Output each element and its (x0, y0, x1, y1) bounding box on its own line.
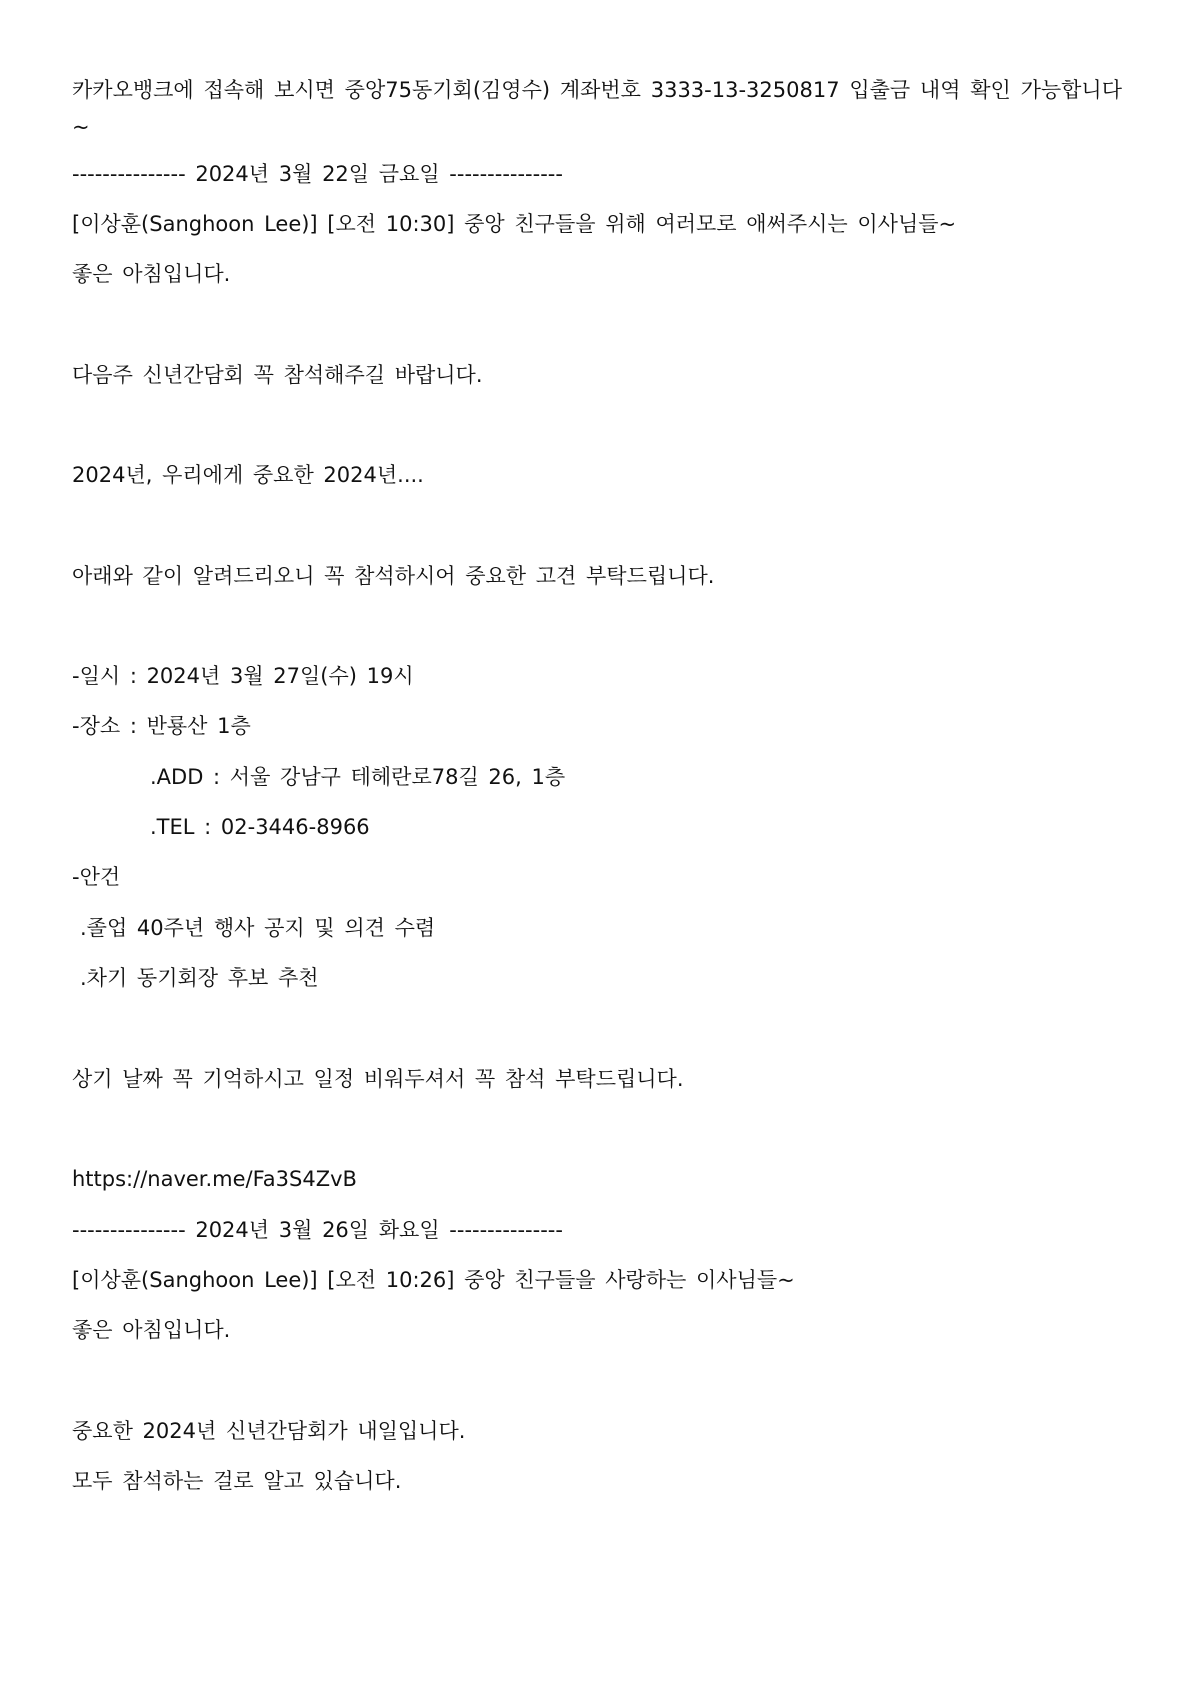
link-text[interactable]: https://naver.me/Fa3S4ZvB (72, 1167, 357, 1191)
date-separator: --------------- 2024년 3월 22일 금요일 --------------- (72, 162, 563, 186)
account-notice-text: 카카오뱅크에 접속해 보시면 중앙75동기회(김영수) 계좌번호 3333-13-3250817 입출금 내역 확인 가능합니다~ (72, 78, 1122, 139)
event-address: .ADD : 서울 강남구 테헤란로78길 26, 1층 (150, 765, 566, 789)
agenda-item: .차기 동기회장 후보 추천 (80, 966, 319, 990)
greeting-text: 좋은 아침입니다. (72, 1318, 231, 1342)
date-separator: --------------- 2024년 3월 26일 화요일 --------------- (72, 1218, 563, 1242)
message-header: [이상훈(Sanghoon Lee)] [오전 10:26] 중앙 친구들을 사랑하는 이사님들~ (72, 1268, 795, 1292)
event-phone: .TEL : 02-3446-8966 (150, 815, 370, 839)
agenda-heading: -안건 (72, 865, 121, 889)
year-text: 2024년, 우리에게 중요한 2024년.... (72, 463, 424, 487)
event-location: -장소 : 반룡산 1층 (72, 714, 251, 738)
attendance-text: 모두 참석하는 걸로 알고 있습니다. (72, 1469, 402, 1493)
reminder-text: 중요한 2024년 신년간담회가 내일입니다. (72, 1419, 466, 1443)
invitation-text: 다음주 신년간담회 꼭 참석해주길 바랍니다. (72, 363, 483, 387)
greeting-text: 좋은 아침입니다. (72, 262, 231, 286)
request-text: 아래와 같이 알려드리오니 꼭 참석하시어 중요한 고견 부탁드립니다. (72, 564, 715, 588)
agenda-item: .졸업 40주년 행사 공지 및 의견 수렴 (80, 916, 436, 940)
message-header: [이상훈(Sanghoon Lee)] [오전 10:30] 중앙 친구들을 위해 여러모로 애써주시는 이사님들~ (72, 212, 957, 236)
event-date: -일시 : 2024년 3월 27일(수) 19시 (72, 664, 414, 688)
closing-request: 상기 날짜 꼭 기억하시고 일정 비워두셔서 꼭 참석 부탁드립니다. (72, 1067, 684, 1091)
